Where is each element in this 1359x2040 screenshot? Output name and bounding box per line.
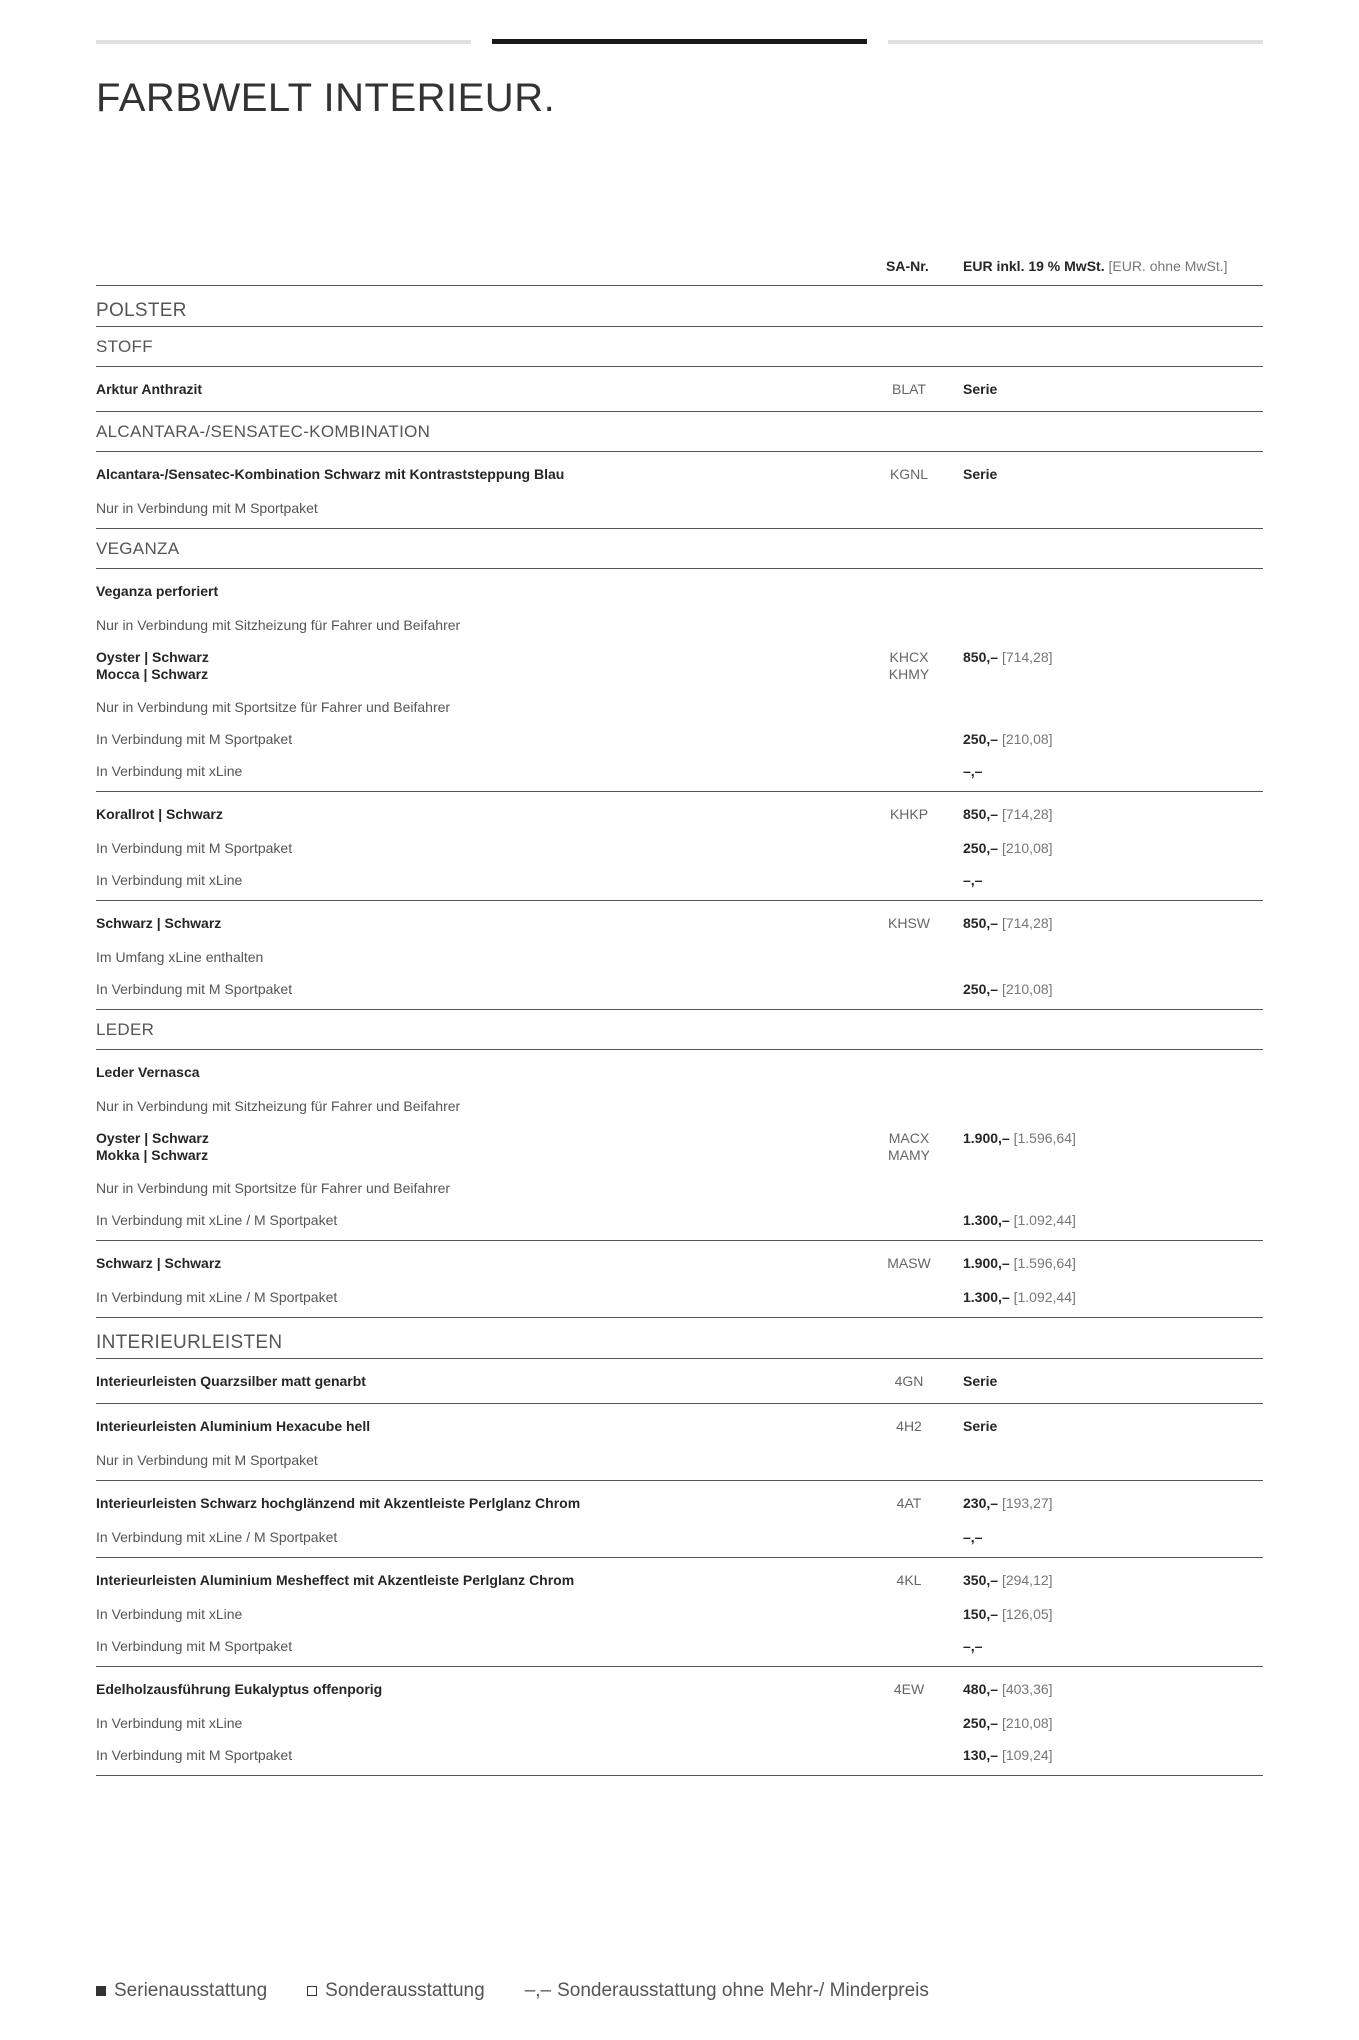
legend	[96, 1980, 969, 2002]
item-line	[96, 864, 1263, 900]
item-line	[96, 1404, 1263, 1444]
sa-number: MASW	[887, 1255, 931, 1271]
price-gross: 850,–	[963, 806, 999, 822]
sa-number: BLAT	[892, 381, 926, 397]
header-eur	[963, 258, 1228, 274]
empty-square-icon	[307, 1986, 317, 1996]
price-net: [714,28]	[1001, 649, 1053, 665]
price-gross: 1.900,–	[963, 1255, 1010, 1271]
progress-segment-active	[492, 39, 867, 44]
price-gross: 1.300,–	[963, 1212, 1010, 1228]
price-gross: Serie	[963, 381, 998, 397]
table-row	[96, 569, 1263, 792]
item-line	[96, 1444, 1263, 1480]
table-row	[96, 792, 1263, 901]
sa-number: 4AT	[896, 1495, 922, 1511]
filled-square-icon	[96, 1986, 106, 1996]
section-label: POLSTER	[96, 300, 187, 321]
price-net: [210,08]	[1001, 731, 1053, 747]
price	[963, 1212, 1076, 1228]
item-note: Nur in Verbindung mit M Sportpaket	[96, 500, 318, 516]
legend-serien	[96, 1980, 267, 2002]
item-note: Im Umfang xLine enthalten	[96, 949, 264, 965]
price-net: [714,28]	[1001, 806, 1053, 822]
price-net: [109,24]	[1001, 1747, 1053, 1763]
price	[963, 1715, 1053, 1731]
section-label: VEGANZA	[96, 539, 180, 558]
price	[963, 1606, 1053, 1622]
section-heading	[96, 286, 1263, 327]
price-gross: 250,–	[963, 1715, 999, 1731]
item-note: Nur in Verbindung mit M Sportpaket	[96, 1452, 318, 1468]
sa-number	[874, 649, 944, 683]
legend-sonder	[307, 1980, 485, 2002]
item-line	[96, 1521, 1263, 1557]
price-net: [294,12]	[1001, 1572, 1053, 1588]
price	[963, 915, 1053, 931]
price-gross: 150,–	[963, 1606, 999, 1622]
table-header	[96, 248, 1263, 286]
legend-dash	[525, 1980, 929, 2002]
price	[963, 1529, 982, 1545]
item-note: In Verbindung mit M Sportpaket	[96, 981, 293, 997]
price-gross: 250,–	[963, 981, 999, 997]
price-gross: 850,–	[963, 649, 999, 665]
item-name-variant: Mocca | Schwarz	[96, 666, 209, 682]
price-net: [1.092,44]	[1013, 1212, 1076, 1228]
price-gross: 230,–	[963, 1495, 999, 1511]
price	[963, 1638, 982, 1654]
sa-number: 4KL	[896, 1572, 922, 1588]
price-gross: 1.300,–	[963, 1289, 1010, 1305]
item-line	[96, 1481, 1263, 1521]
item-line	[96, 1359, 1263, 1403]
item-note: Nur in Verbindung mit Sitzheizung für Fahrer und Beifahrer	[96, 1098, 461, 1114]
sa-number: 4EW	[893, 1681, 925, 1697]
progress-segment	[888, 40, 1263, 44]
price	[963, 466, 997, 482]
sa-number: 4GN	[894, 1373, 924, 1389]
price	[963, 1130, 1076, 1146]
price	[963, 1495, 1053, 1511]
sa-code: KHMY	[888, 666, 930, 682]
price	[963, 1255, 1076, 1271]
price-net: [403,36]	[1001, 1681, 1053, 1697]
legend-dash-label: Sonderausstattung ohne Mehr-/ Minderpreis	[557, 1980, 929, 2001]
item-line	[96, 641, 1263, 691]
table-row	[96, 367, 1263, 412]
item-name: Schwarz | Schwarz	[96, 1255, 222, 1271]
price-gross: –,–	[963, 872, 983, 888]
item-line	[96, 1241, 1263, 1281]
item-note: In Verbindung mit xLine / M Sportpaket	[96, 1212, 338, 1228]
item-line	[96, 832, 1263, 864]
item-name: Schwarz | Schwarz	[96, 915, 222, 931]
item-note: In Verbindung mit M Sportpaket	[96, 1638, 293, 1654]
item-line	[96, 973, 1263, 1009]
price-net: [714,28]	[1001, 915, 1053, 931]
item-line	[96, 609, 1263, 641]
sa-number: KGNL	[889, 466, 929, 482]
legend-dash-symbol: –,–	[524, 1980, 552, 2001]
item-name: Interieurleisten Aluminium Mesheffect mit Akzentleiste Perlglanz Chrom	[96, 1572, 575, 1588]
section-label: STOFF	[96, 337, 153, 356]
price-gross: 850,–	[963, 915, 999, 931]
item-note: In Verbindung mit M Sportpaket	[96, 840, 293, 856]
item-name-variant: Oyster | Schwarz	[96, 649, 209, 665]
price	[963, 840, 1053, 856]
item-note: In Verbindung mit xLine	[96, 1606, 243, 1622]
price-gross: Serie	[963, 466, 998, 482]
price-gross: 250,–	[963, 840, 999, 856]
item-line	[96, 492, 1263, 528]
item-line	[96, 691, 1263, 723]
item-line	[96, 1090, 1263, 1122]
item-name: Interieurleisten Schwarz hochglänzend mit Akzentleiste Perlglanz Chrom	[96, 1495, 581, 1511]
section-label: ALCANTARA-/SENSATEC-KOMBINATION	[96, 422, 431, 441]
item-note: Nur in Verbindung mit Sportsitze für Fahrer und Beifahrer	[96, 1180, 451, 1196]
item-note: In Verbindung mit xLine	[96, 763, 243, 779]
price-gross: Serie	[963, 1418, 998, 1434]
price-gross: –,–	[963, 1529, 983, 1545]
subsection-heading	[96, 529, 1263, 569]
section-label: INTERIEURLEISTEN	[96, 1332, 283, 1353]
header-eur-net: [EUR. ohne MwSt.]	[1108, 258, 1228, 274]
item-line	[96, 1050, 1263, 1090]
table-row	[96, 1359, 1263, 1404]
item-line	[96, 1707, 1263, 1739]
sa-code: KHCX	[889, 649, 929, 665]
price-net: [210,08]	[1001, 1715, 1053, 1731]
price	[963, 1681, 1053, 1697]
item-note: In Verbindung mit M Sportpaket	[96, 1747, 293, 1763]
item-name	[96, 649, 209, 683]
price	[963, 649, 1053, 665]
table-row	[96, 1667, 1263, 1776]
item-line	[96, 755, 1263, 791]
item-name: Alcantara-/Sensatec-Kombination Schwarz mit Kontraststeppung Blau	[96, 466, 565, 482]
table-row	[96, 1558, 1263, 1667]
header-eur-gross: EUR inkl. 19 % MwSt.	[963, 258, 1105, 274]
subsection-heading	[96, 1010, 1263, 1050]
price-net: [1.596,64]	[1013, 1130, 1076, 1146]
section-label: LEDER	[96, 1020, 155, 1039]
item-name: Korallrot | Schwarz	[96, 806, 223, 822]
price-net: [193,27]	[1001, 1495, 1053, 1511]
price	[963, 381, 997, 397]
item-line	[96, 569, 1263, 609]
page-title: FARBWELT INTERIEUR.	[96, 76, 556, 120]
item-note: Nur in Verbindung mit Sitzheizung für Fahrer und Beifahrer	[96, 617, 461, 633]
table-row	[96, 1050, 1263, 1241]
item-note: In Verbindung mit xLine	[96, 872, 243, 888]
item-line	[96, 1172, 1263, 1204]
item-note: In Verbindung mit xLine	[96, 1715, 243, 1731]
price-net: [210,08]	[1001, 981, 1053, 997]
item-name: Interieurleisten Quarzsilber matt genarbt	[96, 1373, 366, 1389]
item-line	[96, 1667, 1263, 1707]
price	[963, 763, 982, 779]
sa-code: MAMY	[888, 1147, 930, 1163]
price-gross: 1.900,–	[963, 1130, 1010, 1146]
price-net: [1.092,44]	[1013, 1289, 1076, 1305]
price-gross: –,–	[963, 1638, 983, 1654]
item-name: Veganza perforiert	[96, 583, 219, 599]
item-line	[96, 367, 1263, 411]
price	[963, 1373, 997, 1389]
item-note: Nur in Verbindung mit Sportsitze für Fahrer und Beifahrer	[96, 699, 451, 715]
table-row	[96, 901, 1263, 1010]
price-net: [1.596,64]	[1013, 1255, 1076, 1271]
item-line	[96, 901, 1263, 941]
item-note: In Verbindung mit xLine / M Sportpaket	[96, 1529, 338, 1545]
page-progress-indicator	[96, 40, 1263, 44]
item-name: Edelholzausführung Eukalyptus offenporig	[96, 1681, 383, 1697]
legend-sonder-label: Sonderausstattung	[325, 1980, 485, 2001]
price	[963, 731, 1053, 747]
price	[963, 872, 982, 888]
item-name-variant: Mokka | Schwarz	[96, 1147, 209, 1163]
item-line	[96, 792, 1263, 832]
price	[963, 1418, 997, 1434]
item-line	[96, 941, 1263, 973]
subsection-heading	[96, 327, 1263, 367]
progress-segment	[96, 40, 471, 44]
price-gross: –,–	[963, 763, 983, 779]
price	[963, 1289, 1076, 1305]
item-line	[96, 1598, 1263, 1630]
item-line	[96, 1204, 1263, 1240]
item-name: Arktur Anthrazit	[96, 381, 203, 397]
price-net: [210,08]	[1001, 840, 1053, 856]
item-line	[96, 1122, 1263, 1172]
table-row	[96, 1481, 1263, 1558]
header-sa-nr: SA-Nr.	[886, 258, 929, 274]
table-row	[96, 1404, 1263, 1481]
item-name: Leder Vernasca	[96, 1064, 200, 1080]
price	[963, 806, 1053, 822]
sa-number: KHSW	[888, 915, 930, 931]
sa-code: MACX	[888, 1130, 930, 1146]
item-line	[96, 1558, 1263, 1598]
subsection-heading	[96, 412, 1263, 452]
price-gross: 480,–	[963, 1681, 999, 1697]
price-gross: 350,–	[963, 1572, 999, 1588]
item-line	[96, 452, 1263, 492]
item-line	[96, 723, 1263, 755]
item-name	[96, 1130, 209, 1164]
item-note: In Verbindung mit M Sportpaket	[96, 731, 293, 747]
sa-number: KHKP	[889, 806, 929, 822]
price	[963, 1572, 1053, 1588]
price-table	[96, 248, 1263, 1776]
section-heading	[96, 1318, 1263, 1359]
sa-number	[874, 1130, 944, 1164]
price	[963, 1747, 1053, 1763]
item-name: Interieurleisten Aluminium Hexacube hell	[96, 1418, 371, 1434]
price-gross: 250,–	[963, 731, 999, 747]
price	[963, 981, 1053, 997]
item-note: In Verbindung mit xLine / M Sportpaket	[96, 1289, 338, 1305]
item-line	[96, 1630, 1263, 1666]
price-net: [126,05]	[1001, 1606, 1053, 1622]
item-line	[96, 1281, 1263, 1317]
legend-serien-label: Serienausstattung	[114, 1980, 268, 2001]
table-row	[96, 1241, 1263, 1318]
sa-number: 4H2	[896, 1418, 922, 1434]
price-gross: Serie	[963, 1373, 998, 1389]
item-name-variant: Oyster | Schwarz	[96, 1130, 209, 1146]
table-row	[96, 452, 1263, 529]
price-gross: 130,–	[963, 1747, 999, 1763]
item-line	[96, 1739, 1263, 1775]
